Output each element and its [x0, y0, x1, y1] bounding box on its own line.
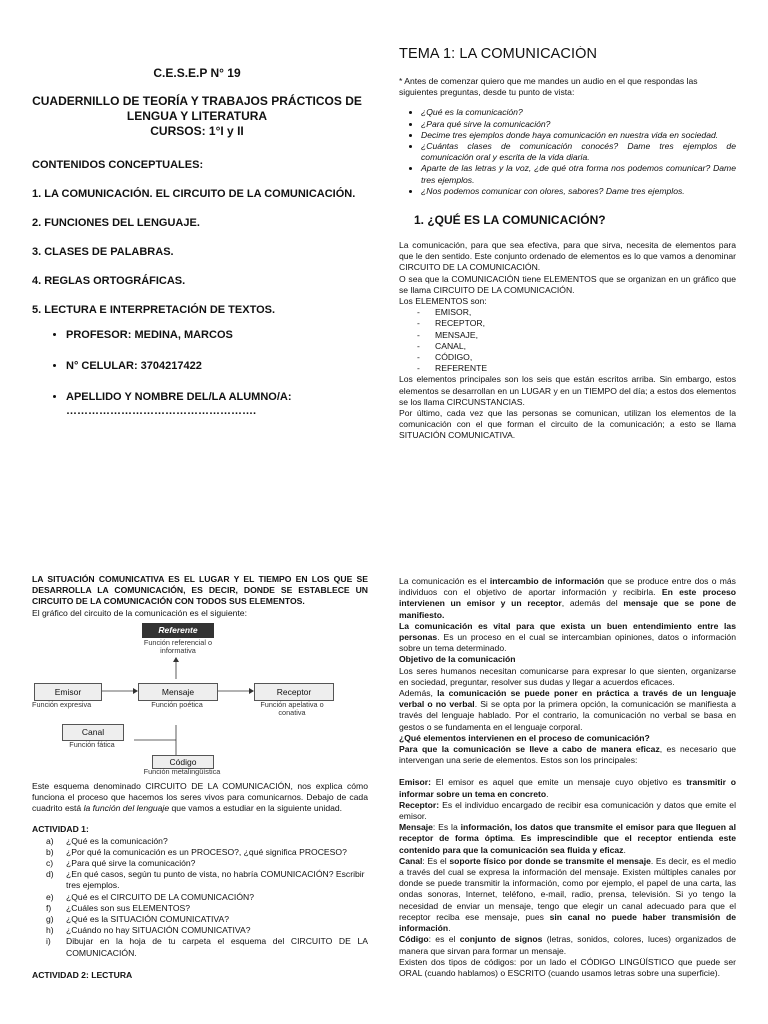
mensaje-function: Función poética [151, 699, 203, 709]
elements-question-title: ¿Qué elementos intervienen en el proceso de comunicación? [399, 732, 650, 743]
activity-item: c) ¿Para qué sirve la comunicación? [46, 858, 196, 869]
objective-title: Objetivo de la comunicación [399, 654, 516, 665]
element-item: - EMISOR, [417, 307, 736, 318]
tema-paragraph: Por último, cada vez que las personas se comunican, utilizan los elementos de la comunicación con el que forman el circuito de la comunicación; a esto se llama SITUACIÓN COMUNICATIVA. [399, 408, 736, 441]
situacion-page [32, 574, 368, 1024]
codigo-definition: Código: es el conjunto de signos (letras, sonidos, colores, luces) organizados de manera que sirvan para formar un mensaje. [399, 934, 736, 956]
element-item: - REFERENTE [417, 363, 736, 374]
emisor-box: Emisor [34, 683, 102, 701]
tema-paragraph: Los elementos principales son los seis que están escritos arriba. Sin embargo, estos elementos se desarrollan en un LUGAR y en un TIEMPO del día; a estos dos elementos se los llama CIRCUNSTANCIAS. [399, 374, 736, 407]
tema-paragraph: O sea que la COMUNICACIÓN tiene ELEMENTOS que se organizan en un gráfico que se llama CIRCUITO DE LA COMUNICACIÓN. [399, 273, 736, 295]
receptor-function: Función apelativa o conativa [260, 699, 324, 718]
elements-intro-paragraph: Para que la comunicación se lleve a cabo de manera eficaz, es necesario que intervengan una serie de elementos. Estos son los principales: [399, 744, 736, 766]
activity-item: e) ¿Qué es el CIRCUITO DE LA COMUNICACIÓN? [46, 891, 254, 902]
graph-intro: El gráfico del circuito de la comunicación es el siguiente: [32, 607, 247, 618]
activity-1-list [32, 836, 368, 959]
element-item: - RECEPTOR, [417, 318, 736, 329]
school-name: C.E.S.E.P N° 19 [153, 66, 241, 80]
canal-definition: Canal: Es el soporte físico por donde se transmite el mensaje. Es decir, es el medio a través del cual se expresa la información del mensaje. Existen múltiples canales por donde se puede transmitir la información, como por ejemplo, el papel de una carta, las ondas sonoras, Internet, teléfono, e-mail, radio, prensa, televisión. Si yo tengo la necesidad de enviar un mensaje, tengo que elegir un canal adecuado para que el receptor reciba ese mensaje, pues sin canal no puede haber transmisión de información. [399, 855, 736, 934]
codigo-types-paragraph: Existen dos tipos de códigos: por un lado el CÓDIGO LINGÜÍSTICO que puede ser ORAL (cuando hablamos) o ESCRITO (cuando usamos letras sobre una superficie). [399, 956, 736, 978]
definition-paragraph: La comunicación es el intercambio de información que se produce entre dos o más individuos con el objetivo de aportar información y recibirla. En este proceso intervienen un emisor y un receptor, además del mensaje que se pone de manifiesto. [399, 576, 736, 620]
emisor-function: Función expresiva [32, 699, 92, 709]
contents-item: 4. REGLAS ORTOGRÁFICAS. [32, 275, 186, 287]
contents-item: 1. LA COMUNICACIÓN. EL CIRCUITO DE LA COMUNICACIÓN. [32, 188, 356, 200]
activity-item: i) Dibujar en la hoja de tu carpeta el esquema del CIRCUITO DE LA COMUNICACIÓN. [46, 936, 368, 958]
canal-box: Canal [62, 724, 124, 741]
communication-diagram [32, 621, 368, 777]
element-item: - CANAL, [417, 341, 736, 352]
contents-item: 3. CLASES DE PALABRAS. [32, 246, 174, 258]
activity-item: f) ¿Cuáles son sus ELEMENTOS? [46, 902, 191, 913]
situacion-paragraph: Este esquema denominado CIRCUITO DE LA COMUNICACIÓN, nos explica cómo funciona el proceso que hacemos los seres vivos para comunicarnos. Debajo de cada cuadrito está la función del lenguaje que vamos a estudiar en la siguiente unidad. [32, 780, 368, 814]
question-list [399, 107, 736, 197]
mensaje-definition: Mensaje: Es la información, los datos que transmite el emisor para que lleguen al receptor de forma óptima. Es imprescindible que el receptor entienda este contenido para que la comunicación sea fluida y eficaz. [399, 822, 736, 855]
contents-heading: CONTENIDOS CONCEPTUALES: [32, 159, 204, 171]
teacher-name: • PROFESOR: MEDINA, MARCOS [66, 328, 372, 342]
elements-page [399, 576, 736, 1024]
activity-1-title: ACTIVIDAD 1: [32, 824, 89, 835]
referente-box: Referente [142, 623, 214, 638]
tema-page [399, 46, 736, 496]
tema-title: TEMA 1: LA COMUNICACIÓN [399, 46, 598, 62]
receptor-box: Receptor [254, 683, 334, 701]
cover-title: CUADERNILLO DE TEORÍA Y TRABAJOS PRÁCTICOS DE LENGUA Y LITERATURA [32, 94, 362, 123]
question-item: • ¿Nos podemos comunicar con olores, sabores? Dame tres ejemplos. [421, 186, 736, 197]
activity-item: a) ¿Qué es la comunicación? [46, 835, 168, 846]
codigo-box: Código [152, 755, 214, 769]
codigo-function: Función metalingüística [143, 766, 221, 776]
cover-courses: CURSOS: 1°I y II [150, 124, 244, 138]
activity-item: b) ¿Por qué la comunicación es un PROCESO?, ¿qué significa PROCESO? [46, 846, 347, 857]
tema-intro: * Antes de comenzar quiero que me mandes un audio en el que respondas las siguientes preguntas, desde tu punto de vista: [399, 76, 698, 98]
contents-list [22, 188, 372, 316]
activity-2-title: ACTIVIDAD 2: LECTURA [32, 969, 133, 980]
receptor-definition: Receptor: Es el individuo encargado de recibir esa comunicación y datos que emite el emisor. [399, 799, 736, 822]
importance-paragraph: La comunicación es vital para que exista un buen entendimiento entre las personas. Es un proceso en el cual se intercambian opiniones, datos o información sobre un tema determinado. [399, 620, 736, 654]
question-item: • ¿Para qué sirve la comunicación? [421, 119, 736, 130]
element-item: - CÓDIGO, [417, 352, 736, 363]
activity-item: d) ¿En qué casos, según tu punto de vista, no habría COMUNICACIÓN? Escribir tres ejemplos. [46, 869, 365, 891]
contents-item: 2. FUNCIONES DEL LENGUAJE. [32, 217, 200, 229]
elements-list [399, 307, 736, 374]
activity-item: g) ¿Qué es la SITUACIÓN COMUNICATIVA? [46, 914, 229, 925]
tema-paragraph: Los ELEMENTOS son: [399, 296, 487, 307]
teacher-phone: • N° CELULAR: 3704217422 [66, 359, 372, 373]
referente-function: Función referencial o informativa [143, 637, 213, 656]
contents-item: 5. LECTURA E INTERPRETACIÓN DE TEXTOS. [32, 304, 276, 316]
objective-paragraph: Los seres humanos necesitan comunicarse para expresar lo que sienten, organizarse en sociedad, preguntar, resolver sus dudas y llegar a acuerdos eficaces. [399, 665, 736, 687]
question-item: • Aparte de las letras y la voz, ¿de qué otra forma nos podemos comunicar? Dame tres ejemplos. [421, 163, 736, 185]
verbal-paragraph: Además, la comunicación se puede poner en práctica a través de un lenguaje verbal o no verbal. Si se opta por la primera opción, la comunicación se manifiesta a través del lenguaje hablado. Por el contrario, la comunicación no verbal se basa en gestos o se fundamenta en el lenguaje corporal. [399, 688, 736, 732]
canal-function: Función fática [69, 739, 115, 749]
question-item: • ¿Qué es la comunicación? [421, 107, 736, 118]
info-list [22, 328, 372, 418]
activity-item: h) ¿Cuándo no hay SITUACIÓN COMUNICATIVA? [46, 925, 251, 936]
tema-paragraph: La comunicación, para que sea efectiva, para que sirva, necesita de elementos para que le den sentido. Este conjunto ordenado de elementos es lo que vamos a denominar CIRCUITO DE LA COMUNICACIÓN. [399, 240, 736, 273]
situacion-heading: LA SITUACIÓN COMUNICATIVA ES EL LUGAR Y EL TIEMPO EN LOS QUE SE DESARROLLA LA COMUNICACIÓN, ES DECIR, DONDE SE ESTABLECE UN CIRCUITO DE LA COMUNICACIÓN CON TODOS SUS ELEMENTOS. [32, 574, 368, 607]
question-item: • Decime tres ejemplos donde haya comunicación en nuestra vida en sociedad. [421, 130, 736, 141]
student-name-field: • APELLIDO Y NOMBRE DEL/LA ALUMNO/A: ……………………………………………. [66, 390, 321, 418]
mensaje-box: Mensaje [138, 683, 218, 701]
cover-page [22, 52, 372, 472]
section-title: 1. ¿QUÉ ES LA COMUNICACIÓN? [414, 213, 606, 228]
element-item: - MENSAJE, [417, 330, 736, 341]
question-item: • ¿Cuántas clases de comunicación conocés? Dame tres ejemplos de comunicación oral y escrita de la vida diaria. [421, 141, 736, 163]
emisor-definition: Emisor: El emisor es aquel que emite un mensaje cuyo objetivo es transmitir o informar sobre un tema en concreto. [399, 777, 736, 799]
